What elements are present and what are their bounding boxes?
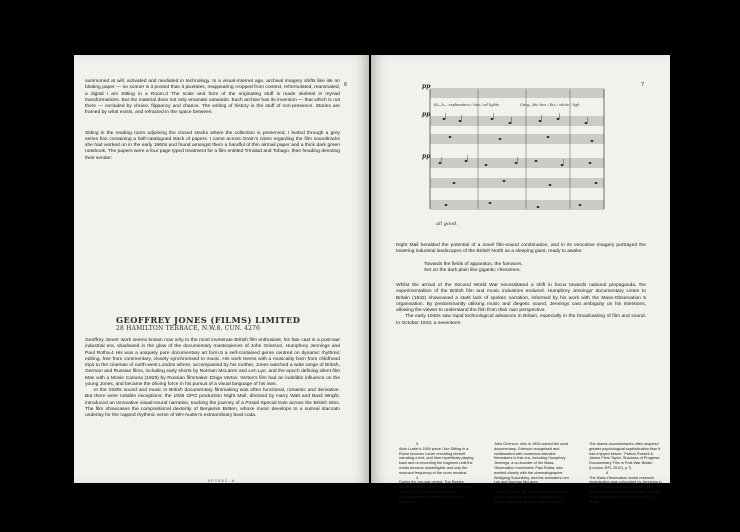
page-number-left: 6 — [344, 82, 348, 88]
score-dynamic-3: pp — [422, 153, 431, 160]
score-dynamic-2: pp — [422, 111, 431, 118]
footnote-4-continued: John Grierson, who in 1926 coined the word documentary. Grierson recognised and collaborated with numerous talented filmmakers in this era, including Humphrey Jennings, a co-founder of the Mass-Observation movement; Paul Rotha, who worked closely with the cinematographer Wolfgang Suschitzky, and the animators Len Lye and Norman McLaren. — [494, 442, 569, 485]
letterhead — [116, 315, 326, 333]
left-text-upper — [85, 79, 340, 162]
right-page — [371, 55, 670, 504]
left-text-lower — [85, 338, 340, 419]
footnote-3-text: Alvin Lucier's 1969 piece I Am Sitting in a Room involves Lucier recording himself narrating a text, and then repetitively playing back and re-recording the fragment until the words become unintelligible and only the resonant frequency of the room remains. — [399, 446, 474, 475]
footnote-number-3: 3 — [415, 442, 419, 446]
score-handwriting-2: Garg—the ties / the / white / ligh — [520, 103, 580, 107]
letterhead-company: GEOFFREY JONES (FILMS) LIMITED — [116, 315, 301, 325]
footnote-4-text: During the pre-war period, The Empire Marketing Board (EMP) and General Post Office (GPO) were headed by the groundbreaking Scottish documentary filmmaker — [399, 480, 470, 504]
paragraph-1: summoned at will, activated and mediated in technology. In a visual-internet age, archival imagery shifts like ink on blotting paper — no sooner is it posted than it pixelates, reappearing cropped from context, reformulated, reanimated, a digital I am Sitting in a Room.3 The scale and form of the originating stuff is made skeletal in myriad transformations. But the material does not only emanate outwards. Each archive has its inversion — that which is not there — excluded by choice, flippancy and chance. The writing of history is the stuff of non-presence. Stories are framed by what exists, and refracted in the space between. — [85, 79, 340, 116]
footnote-6-text: The Mass-Observation social research organisation was cofounded by Jennings in 1937. The organisation sought to use anthropological methods to gather records of the every day lives of the people of Britain. — [589, 475, 662, 504]
left-page — [74, 55, 369, 483]
paragraph-5: Night Mail heralded the potential of a novel film-sound combination, and in its evocative imagery portrayed the towering industrial landscapes of the British North as a sleeping giant, ready to awake: — [396, 243, 646, 255]
score-handwriting-1: Ri—h— explanation / ties / ed lights — [434, 103, 500, 107]
paragraph-3: Geoffrey Jones' work seems known now only to the most inveterate British film enthusiast, his fate cast in a post-war industrial era, shadowed in the glow of the documentary masterpieces of John Grierson, Humphrey Jennings and Paul Rotha.4 His was a uniquely pure documentary art form,5 a self-contained genre centred on dynamic rhythmic editing, free from commentary, closely synchronised to music. His work teems with a musicality born from childhood trips to the cinemas of north-west London where, accompanied by his mother, Jones watched a wide range of British, German and Russian films, including early shorts by Norman McLaren and Len Lye, and the epoch defining silent film Man with a Movie Camera (1929) by Russian filmmaker Dziga Vertov. Vertov's film had an indelible influence on the young Jones, and became the driving force in his pursuit of a visual language of his own. — [85, 338, 340, 387]
page-number-right: 7 — [641, 82, 645, 88]
score-handwriting-3: all good. — [436, 221, 458, 227]
footnote-number-5: 5 — [510, 485, 514, 490]
score-dynamic-1: pp — [422, 83, 431, 90]
footnote-column-1 — [399, 442, 479, 504]
footnote-number-4: 4 — [415, 475, 419, 480]
music-score-image — [420, 79, 609, 241]
footnote-5-text: Geoffrey Jones' [films] are probably the best-known examples of "pure" documentary, though there are many one-off examples. — [494, 489, 570, 504]
paragraph-4: In the 1930s sound and music in British documentary filmmaking was often functional, romantic and derivative. But there were notable exceptions: the 1936 GPO production Night Mail, directed by Harry Watt and Basil Wright, introduced an innovative visual-sound narrative, tracking the journey of a Postal Special train across the British Isles. The film showcases the compositional dexterity of Benjamin Britten, whose music develops to a surreal staccato underlay for the rapped rhythmic verse of WH Auden's extraordinary beat coda. — [85, 388, 340, 418]
footer-signature: SPTRXC-A — [207, 480, 236, 484]
score-staves — [430, 89, 604, 209]
letterhead-address: 28 HAMILTON TERRACE, N.W.8. CUN. 4276 — [116, 325, 261, 332]
footnote-column-3 — [589, 442, 663, 504]
quote-line-1: Towards the fields of apparatus, the furnaces, — [424, 261, 523, 267]
footnote-5-continued: The drama-documentaries often acquired greater psychological sophistication than it had enjoyed before.' Patrick Russell & James Piers Taylor, Shadows of Progress: Documentary Film in Post-War Britain (London: BFI, 2010), p.7) — [589, 442, 661, 470]
footnote-number-6: 6 — [605, 470, 609, 475]
footnote-column-2 — [494, 442, 574, 504]
quote-line-2: Set on the dark plain like gigantic chessmen. — [424, 267, 521, 273]
paragraph-7: The early 1940s saw rapid technological advances in Britain, especially in the broadcasting of film and sound. In October 1943, a seventeen — [396, 314, 646, 326]
paragraph-2: Sitting in the reading room adjoining the closed stacks where the collection is preserved, I leafed through a grey series box containing a half-catalogued stack of papers. I came across Oram's notes regarding the film soundtracks she had worked on in the early 1960s and found amongst them a handful of thin airmail paper and a thick dark green notebook. The papers were a four page typed treatment for a film entitled Trinidad and Tobago, their heading denoting their sender: — [85, 130, 340, 161]
right-text — [396, 243, 646, 327]
paragraph-6: Whilst the arrival of the Second World War necessitated a shift in focus towards national propaganda, the experimentalism of the British film and music industries endured. Humphrey Jennings' documentary Listen to Britain (1942) showcased a stark lack of spoken narration, informed by his work with the Mass-Observation 6 organisation. By predominantly utilising music and diegetic sound, Jennings cast ambiguity on his intentions, allowing the viewer to understand the film from their own perspective. — [396, 283, 646, 313]
